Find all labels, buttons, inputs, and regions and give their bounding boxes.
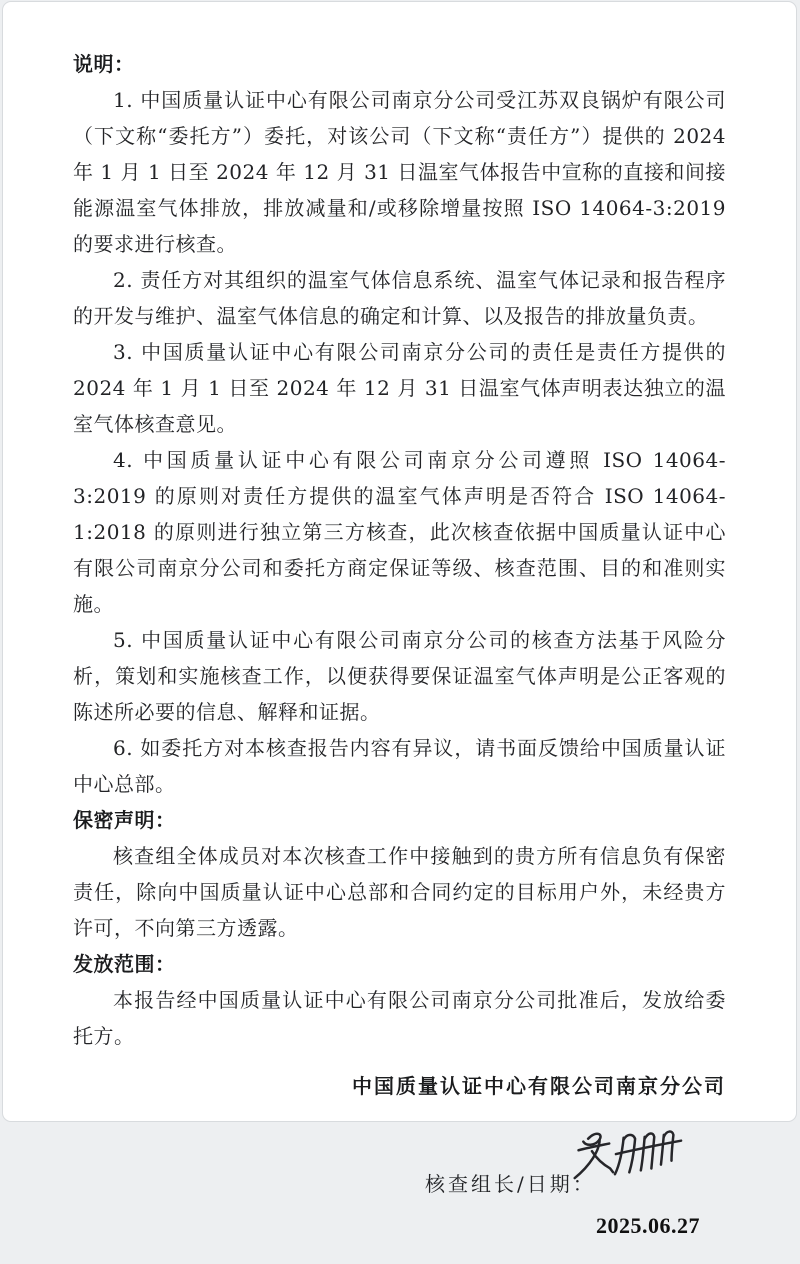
paragraph-confidentiality: 核查组全体成员对本次核查工作中接触到的贵方所有信息负有保密责任，除向中国质量认证中心总部和合同约定的目标用户外，未经贵方许可，不向第三方透露。 [73,844,726,940]
signoff-company: 中国质量认证中心有限公司南京分公司 [352,1074,726,1098]
paragraph-item-5: 5. 中国质量认证中心有限公司南京分公司的核查方法基于风险分析，策划和实施核查工作，以便获得要保证温室气体声明是公正客观的陈述所必要的信息、解释和证据。 [73,628,726,724]
signature-label: 核查组长/日期： [425,1172,596,1196]
section-heading-explanation: 说明： [73,52,135,76]
document-page [2,1,797,1238]
paragraph-item-1: 1. 中国质量认证中心有限公司南京分公司受江苏双良锅炉有限公司（下文称“委托方”）委托，对该公司（下文称“责任方”）提供的 2024 年 1 月 1 日至 2024 年 12 月 31 日温室气体报告中宣称的直接和间接能源温室气体排放，排放减量和/或移除增量按照 ISO 14064-3:2019 的要求进行核查。 [73,88,726,256]
paragraph-item-4: 4. 中国质量认证中心有限公司南京分公司遵照 ISO 14064-3:2019 的原则对责任方提供的温室气体声明是否符合 ISO 14064-1:2018 的原则进行独立第三方核查，此次核查依据中国质量认证中心有限公司南京分公司和委托方商定保证等级、核查范围、目的和准则实施。 [73,448,726,616]
paragraph-distribution: 本报告经中国质量认证中心有限公司南京分公司批准后，发放给委托方。 [73,988,726,1048]
paragraph-item-6: 6. 如委托方对本核查报告内容有异议，请书面反馈给中国质量认证中心总部。 [73,736,726,796]
signoff-date: 2025.06.27 [596,1213,700,1238]
paragraph-item-2: 2. 责任方对其组织的温室气体信息系统、温室气体记录和报告程序的开发与维护、温室气体信息的确定和计算、以及报告的排放量负责。 [73,268,726,328]
section-heading-confidentiality: 保密声明： [73,808,176,832]
paragraph-item-3: 3. 中国质量认证中心有限公司南京分公司的责任是责任方提供的 2024 年 1 月 1 日至 2024 年 12 月 31 日温室气体声明表达独立的温室气体核查意见。 [73,340,726,436]
signature-block [73,1104,726,1264]
document-content [3,2,796,1264]
section-heading-distribution: 发放范围： [73,952,176,976]
handwritten-signature-image [568,1122,683,1190]
